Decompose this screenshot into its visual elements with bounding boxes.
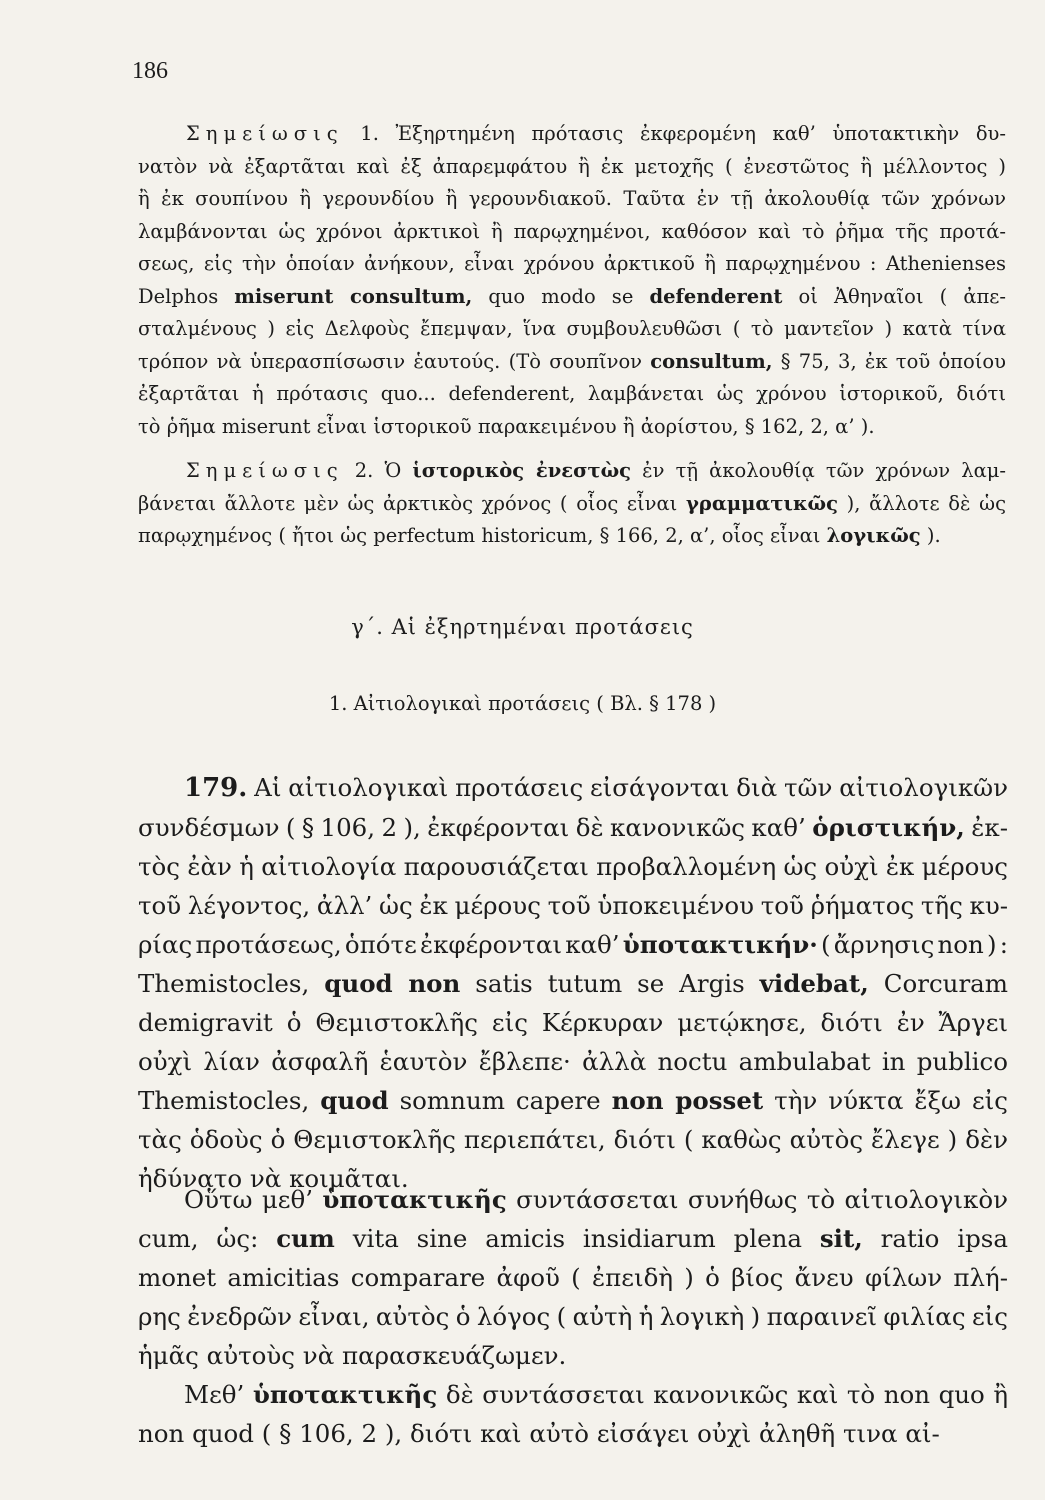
text-line — [138, 488, 1006, 521]
text-line — [138, 768, 1008, 808]
text-run: ), ἄλλοτε δὲ ὡς — [838, 491, 1006, 515]
text-line — [138, 1414, 1008, 1453]
text-line — [138, 1003, 1008, 1042]
section-number: 179. — [184, 773, 248, 803]
text-run: παρῳχημένος ( ἤτοι ὡς perfectum historicum, § 166, 2, α’, οἷος εἶναι — [138, 524, 827, 547]
text-run: Themistocles, — [138, 969, 325, 998]
text-run: ἡμᾶς αὐτοὺς νὰ παρασκευάζωμεν. — [138, 1341, 567, 1370]
bold-term: videbat, — [759, 969, 869, 998]
text-line — [138, 411, 1006, 444]
bold-term: ὁριστικήν, — [812, 813, 965, 842]
text-line — [138, 281, 1006, 314]
text-run: ratio ipsa — [862, 1224, 1008, 1253]
text-run: ἐκ- — [964, 813, 1008, 842]
note-label: Σημείωσις — [186, 459, 344, 482]
bold-term: cum — [276, 1224, 335, 1253]
text-run: Delphos — [138, 284, 235, 308]
text-line — [138, 118, 1006, 151]
text-run: τὸς ἐὰν ἡ αἰτιολογία παρουσιάζεται προβαλλομένη ὡς οὐχὶ ἐκ μέρους — [138, 852, 1008, 881]
text-run: τὸ ῥῆμα miserunt εἶναι ἱστορικοῦ παρακειμένου ἢ ἀορίστου, § 162, 2, α’ ). — [138, 414, 875, 438]
text-line — [138, 183, 1006, 216]
note-paragraph-1 — [138, 118, 1006, 443]
text-run: Themistocles, — [138, 1086, 321, 1115]
text-line — [138, 1042, 1008, 1081]
text-run: τρόπον νὰ ὑπερασπίσωσιν ἑαυτούς. (Τὸ σουπῖνον — [138, 349, 651, 373]
text-line — [138, 964, 1008, 1003]
text-line — [138, 1375, 1008, 1414]
text-run: § 75, 3, ἐκ τοῦ ὁποίου — [772, 349, 1006, 373]
text-run: Οὕτω μεθ’ — [184, 1185, 323, 1214]
text-line — [138, 808, 1008, 847]
text-line — [138, 313, 1006, 346]
text-run: τὰς ὁδοὺς ὁ Θεμιστοκλῆς περιεπάτει, διότι ( καθὼς αὐτὸς ἔλεγε ) δὲν — [138, 1125, 1008, 1154]
bold-term: non posset — [611, 1086, 764, 1115]
text-run: ἠδύνατο νὰ κοιμᾶται. — [138, 1164, 409, 1193]
text-run: ρίας προτάσεως, ὁπότε ἐκφέρονται καθ’ — [138, 930, 623, 959]
text-run: ( ἄρνησις non ) : — [817, 930, 1008, 959]
text-line — [138, 886, 1008, 925]
note-label: Σημείωσις — [186, 122, 344, 145]
text-line — [138, 216, 1006, 249]
text-run: somnum capere — [388, 1086, 612, 1115]
section-179-paragraph — [138, 768, 1008, 1198]
text-run: quo modo se — [472, 284, 650, 308]
text-run: οἱ Ἀθηναῖοι ( ἀπε- — [782, 284, 1006, 308]
text-run: ἢ ἐκ σουπίνου ἢ γερουνδίου ἢ γερουνδιακοῦ. Ταῦτα ἐν τῇ ἀκολουθίᾳ τῶν χρόνων — [138, 187, 1006, 210]
subsection-heading: 1. Αἰτιολογικαὶ προτάσεις ( Βλ. § 178 ) — [328, 692, 717, 715]
text-run: ἐν τῇ ἀκολουθίᾳ τῶν χρόνων λαμ- — [631, 459, 1007, 482]
text-run: vita sine amicis insidiarum plena — [334, 1224, 820, 1253]
text-run: σταλμένους ) εἰς Δελφοὺς ἔπεμψαν, ἵνα συμβουλευθῶσι ( τὸ μαντεῖον ) κατὰ τίνα — [138, 317, 1006, 340]
text-line — [138, 1336, 1008, 1375]
cum-paragraph — [138, 1180, 1008, 1375]
bold-term: consultum, — [650, 349, 773, 373]
text-run: οὐχὶ λίαν ἀσφαλῆ ἑαυτὸν ἔβλεπε· ἀλλὰ noctu ambulabat in publico — [138, 1047, 1008, 1076]
text-run: 2. Ὁ — [343, 459, 413, 482]
note-paragraph-2 — [138, 455, 1006, 553]
text-run: σεως, εἰς τὴν ὁποίαν ἀνήκουν, εἶναι χρόνου ἀρκτικοῦ ἢ παρῳχημένου : Athenienses — [138, 252, 1006, 275]
text-run: Αἱ αἰτιολογικαὶ προτάσεις εἰσάγονται διὰ τῶν αἰτιολογικῶν — [247, 773, 1008, 802]
non-quo-paragraph — [138, 1375, 1008, 1453]
page-number: 186 — [132, 58, 168, 84]
bold-term: quod — [320, 1086, 389, 1115]
text-line — [138, 1180, 1008, 1219]
text-line — [138, 151, 1006, 184]
text-line — [138, 520, 1006, 553]
text-run: βάνεται ἄλλοτε μὲν ὡς ἀρκτικὸς χρόνος ( οἷος εἶναι — [138, 491, 686, 515]
text-line — [138, 1219, 1008, 1258]
text-line — [138, 455, 1006, 488]
text-run: τοῦ λέγοντος, ἀλλ’ ὡς ἐκ μέρους τοῦ ὑποκειμένου τοῦ ῥήματος τῆς κυ- — [138, 891, 1008, 920]
bold-term: defenderent — [649, 284, 783, 308]
bold-term: sit, — [819, 1224, 863, 1253]
bold-term: quod non — [324, 969, 461, 998]
text-run: λαμβάνονται ὡς χρόνοι ἀρκτικοὶ ἢ παρῳχημένοι, καθόσον καὶ τὸ ῥῆμα τῆς προτά- — [138, 219, 1006, 243]
text-run: demigravit ὁ Θεμιστοκλῆς εἰς Κέρκυραν μετῴκησε, διότι ἐν Ἄργει — [138, 1008, 1008, 1037]
text-line — [138, 1120, 1008, 1159]
text-line — [138, 346, 1006, 379]
text-run: Corcuram — [868, 969, 1009, 998]
text-line — [138, 378, 1006, 411]
text-run: Μεθ’ — [184, 1380, 253, 1409]
bold-term: miserunt consultum, — [234, 284, 473, 308]
text-line — [138, 1297, 1008, 1336]
bold-term: ὑποτακτικῆς — [252, 1380, 438, 1409]
text-run: συνδέσμων ( § 106, 2 ), ἐκφέρονται δὲ κανονικῶς καθ’ — [138, 813, 813, 842]
text-line — [138, 1081, 1008, 1120]
text-line — [138, 925, 1008, 964]
text-run: ἐξαρτᾶται ἡ πρότασις quo... defenderent, λαμβάνεται ὡς χρόνου ἱστορικοῦ, διότι — [138, 382, 1006, 405]
text-run: non quod ( § 106, 2 ), διότι καὶ αὐτὸ εἰσάγει οὐχὶ ἀληθῆ τινα αἰ- — [138, 1419, 940, 1448]
text-run: satis tutum se Argis — [460, 969, 760, 998]
text-run: monet amicitias comparare ἀφοῦ ( ἐπειδὴ ) ὁ βίος ἄνευ φίλων πλή- — [138, 1263, 1008, 1292]
bold-term: ὑποτακτικῆς — [322, 1185, 507, 1214]
bold-term: ὑποτακτικήν· — [622, 930, 818, 959]
text-run: νατὸν νὰ ἐξαρτᾶται καὶ ἐξ ἀπαρεμφάτου ἢ ἐκ μετοχῆς ( ἐνεστῶτος ἢ μέλλοντος ) — [138, 154, 1006, 178]
text-run: ρης ἐνεδρῶν εἶναι, αὐτὸς ὁ λόγος ( αὐτὴ ἡ λογικὴ ) παραινεῖ φιλίας εἰς — [138, 1302, 1008, 1331]
bold-term: λογικῶς — [826, 524, 921, 547]
bold-term: ἱστορικὸς ἐνεστὼς — [412, 459, 632, 482]
bold-term: γραμματικῶς — [685, 491, 838, 515]
text-run: cum, ὡς: — [138, 1224, 277, 1253]
section-heading: γ΄. Αἱ ἐξηρτημέναι προτάσεις — [351, 615, 694, 639]
text-line — [138, 1258, 1008, 1297]
text-line — [138, 847, 1008, 886]
text-line — [138, 248, 1006, 281]
text-run: δὲ συντάσσεται κανονικῶς καὶ τὸ non quo ἢ — [437, 1380, 1009, 1409]
text-run: τὴν νύκτα ἔξω εἰς — [763, 1086, 1008, 1115]
text-run: 1. Ἐξηρτημένη πρότασις ἐκφερομένη καθ’ ὑποτακτικὴν δυ- — [343, 122, 1006, 145]
text-run: συντάσσεται συνήθως τὸ αἰτιολογικὸν — [506, 1185, 1008, 1214]
text-run: ). — [920, 524, 941, 547]
